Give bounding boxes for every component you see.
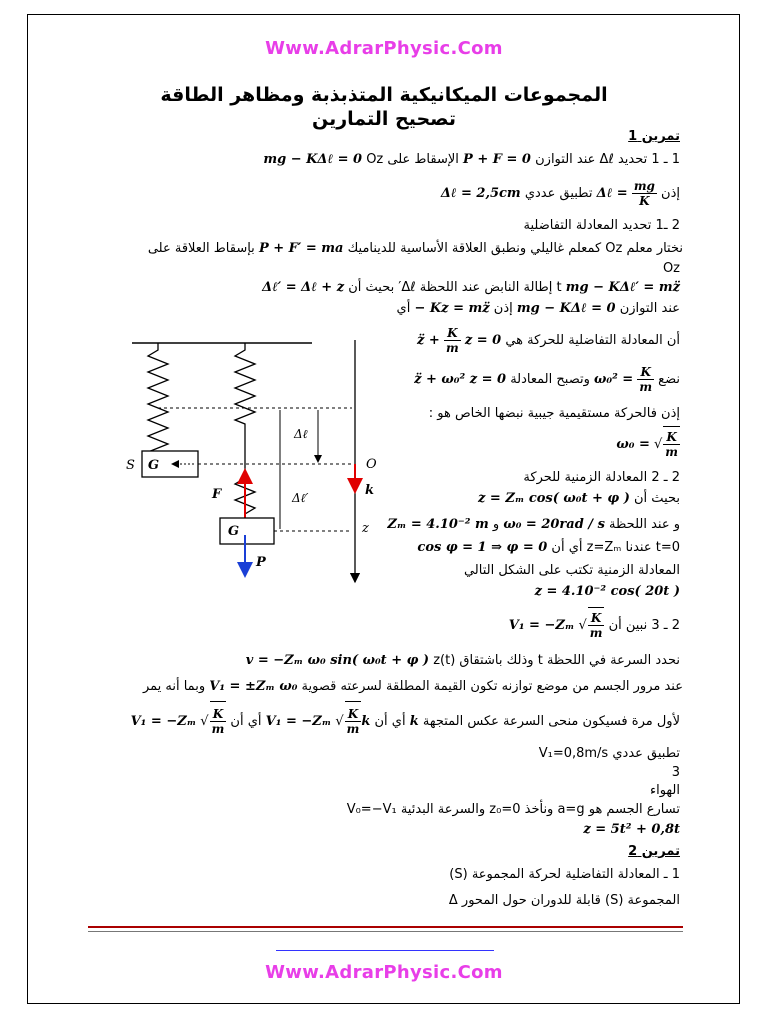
page-subtitle: تصحيح التمارين — [311, 108, 457, 130]
ex1-line-2: إذن Δℓ = $\frac{mg}{K}$ تطبيق عددي Δℓ = 2,5cm — [440, 179, 680, 208]
label-G2: G — [228, 524, 240, 539]
ex1-line-26: z = 5t² + 0,8t — [583, 822, 680, 837]
spring-free — [148, 343, 168, 464]
ex1-line-10: إذن فالحركة مستقيمية جيبية نبضها الخاص هو : — [428, 406, 680, 421]
ex1-line-4: نختار معلم Oz كمعلم غاليلي ونطبق العلاقة الأساسية للديناميك P + F′ = ma بإسقاط العلاقة على — [147, 241, 683, 256]
page-title: المجموعات الميكانيكية المتذبذبة ومظاهر الطاقة — [160, 84, 608, 106]
site-header[interactable]: Www.AdrarPhysic.Com — [265, 38, 503, 59]
ex1-line-20: عند مرور الجسم من موضع توازنه تكون القيمة المطلقة لسرعته قصوية V₁ = ±Zₘ ω₀ وبما أنه يمر — [142, 679, 683, 694]
ex1-line-23: 3 — [671, 765, 680, 780]
ex1-line-8: أن المعادلة التفاضلية للحركة هي z̈ + $\frac{K}{m}$ z = 0 — [417, 326, 680, 355]
label-F: F — [212, 487, 222, 502]
ex1-line-16: المعادلة الزمنية تكتب على الشكل التالي — [463, 563, 680, 578]
label-S: S — [126, 458, 135, 473]
footer-separator — [88, 926, 683, 928]
ex1-line-1: 1 ـ 1 تحديد Δℓ عند التوازن P + F = 0 الإسقاط على Oz mg − KΔℓ = 0 — [263, 152, 680, 167]
ex1-line-9: نضع ω₀² = $\frac{K}{m}$ وتصبح المعادلة z̈ + ω₀² z = 0 — [414, 365, 680, 394]
ex1-line-12: 2 ـ 2 المعادلة الزمنية للحركة — [523, 470, 680, 485]
footer-separator-thin — [88, 931, 683, 932]
ex1-line-17: z = 4.10⁻² cos( 20t ) — [534, 584, 680, 599]
ex2-line-2: المجموعة (S) قابلة للدوران حول المحور Δ — [448, 893, 680, 908]
ex2-line-1: 1 ـ المعادلة التفاضلية لحركة المجموعة (S) — [449, 867, 680, 882]
ex1-line-13: بحيث أن z = Zₘ cos( ω₀t + φ ) — [478, 491, 680, 506]
ex1-line-7: عند التوازن mg − KΔℓ = 0 إذن − Kz = mz̈ أي — [396, 301, 680, 316]
ex1-line-6: mg − KΔℓ′ = mz̈ t إطالة النابض عند اللحظة Δℓ′ بحيث أن Δℓ′ = Δℓ + z — [262, 280, 680, 295]
spring-loaded — [235, 343, 255, 464]
spring-mass-figure — [120, 330, 390, 590]
ex1-line-5: Oz — [662, 261, 680, 276]
ex1-line-25: تسارع الجسم هو a=g ونأخذ z₀=0 والسرعة البدئية V₀=−V₁ — [346, 802, 680, 817]
ex1-line-24: الهواء — [649, 783, 680, 798]
exercise-1-heading: تمرين 1 — [628, 129, 680, 144]
label-G1: G — [148, 458, 160, 473]
ex1-line-15: t=0 عندنا z=Zₘ أي أن cos φ = 1 ⇒ φ = 0 — [417, 540, 680, 555]
label-O: O — [366, 457, 377, 472]
ex1-line-11: ω₀ = √ $\frac{K}{m}$ — [616, 426, 680, 463]
ex1-line-14: و عند اللحظة ω₀ = 20rad / s و Zₘ = 4.10⁻² m — [387, 517, 680, 532]
footer-link-line — [276, 950, 494, 951]
label-P: P — [256, 555, 266, 570]
label-dl: Δℓ — [294, 427, 308, 441]
exercise-2-heading: تمرين 2 — [628, 844, 680, 859]
ex1-line-3: 2 ـ1 تحديد المعادلة التفاضلية — [523, 218, 680, 233]
ex1-line-21: لأول مرة فسيكون منحى السرعة عكس المتجهة k أي أن V₁ = −Zₘ √ $\frac{K}{m}$ k أي أن V₁ = −Zₘ √ $\frac{K}{m}$ — [131, 701, 680, 742]
ex1-line-18: 2 ـ 3 نبين أن V₁ = −Zₘ √ $\frac{K}{m}$ — [509, 607, 680, 644]
site-footer[interactable]: Www.AdrarPhysic.Com — [265, 962, 503, 983]
ex1-line-19: نحدد السرعة في اللحظة t وذلك باشتقاق z(t) v = −Zₘ ω₀ sin( ω₀t + φ ) — [245, 653, 680, 668]
label-z: z — [362, 521, 369, 536]
label-k: k — [365, 483, 375, 498]
label-dl2: Δℓ′ — [292, 491, 309, 505]
ex1-line-22: تطبيق عددي V₁=0,8m/s — [538, 746, 680, 761]
